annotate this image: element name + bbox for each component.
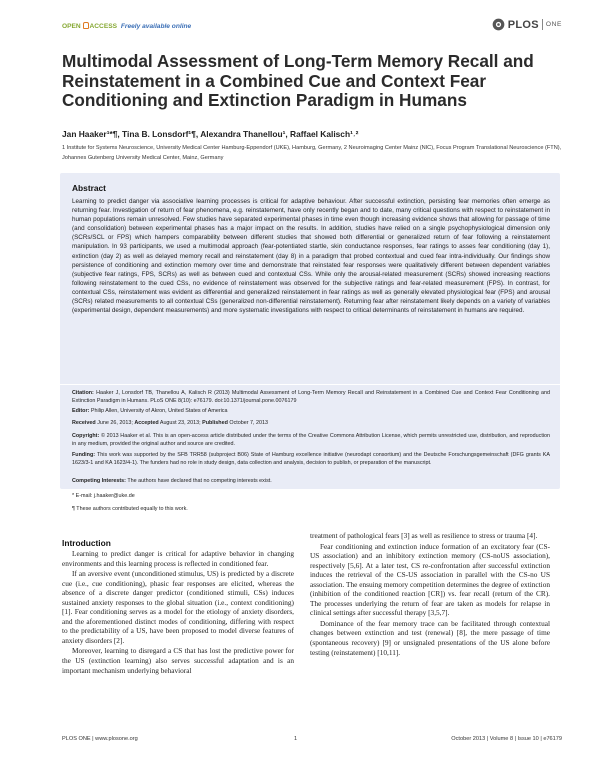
accepted-label: Accepted [134,420,159,426]
email-line: * E-mail: j.haaker@uke.de [72,493,135,499]
editor-text: Philip Allen, University of Akron, United States of America [90,408,228,414]
intro-paragraph: Moreover, learning to disregard a CS that has lost the predictive power for the US (extinction learning) also serves successful adaptation and is an important mechanism underlying behavioral [62,646,294,675]
plos-logo [492,18,562,31]
funding-label: Funding: [72,452,96,458]
funding [72,451,550,467]
page-footer [62,736,562,748]
accepted-date: August 23, 2013; [159,420,201,426]
open-access-badge [62,22,191,30]
footer-issue-info: October 2013 | Volume 8 | Issue 10 | e76179 [451,736,562,742]
intro-left-column [62,549,294,676]
intro-paragraph: If an aversive event (unconditioned stimulus, US) is predicted by a discrete cue (i.e., cue conditioning), phasic fear responses are elicited, whereas the absence of a discrete danger predictor (conditioned stimuli, CSs) induces sustained anxiety responses to the global situation (i.e., context conditioning) [1]. Fear conditioning serves as a model for the etiology of anxiety disorders, and the aforementioned distinct modes of conditioning, differing with respect to the predictability of a US, have been proposed to model diverse features of anxiety disorders [2]. [62,569,294,645]
journal-name: ONE [545,21,562,28]
editor-label: Editor: [72,408,90,414]
logo-divider [542,19,543,30]
copyright [72,432,550,448]
competing-interests [72,477,550,485]
funding-text: This work was supported by the SFB TRR58 (subproject B06) State of Hamburg excellence initiative (neurodapt consortium) and the Deutsche Forschungsgemeinschaft (DFG grants KA 1623/3-1 and KA 1623/4-1). The funders had no role in study design, data collection and analysis, decision to publish, or preparation of the manuscript. [72,452,550,467]
intro-paragraph: Learning to predict danger is critical for adaptive behavior in changing environments and this learning process is reflected in conditioned fear. [62,549,294,568]
page-number: 1 [294,736,298,742]
published-label: Published [202,420,228,426]
received-date: June 26, 2013; [97,420,133,426]
freely-available-label: Freely available online [120,23,192,30]
abstract-heading: Abstract [72,183,106,193]
equal-contribution-note: ¶ These authors contributed equally to this work. [72,506,188,512]
intro-right-column [310,531,550,658]
introduction-heading: Introduction [62,538,111,548]
intro-paragraph: treatment of pathological fears [3] as well as resilience to stress or trauma [4]. [310,531,538,540]
citation-text: Haaker J, Lonsdorf TB, Thanellou A, Kalisch R (2013) Multimodal Assessment of Long-Term Memory Recall and Reinstatement in a Combined Cue and Context Fear Conditioning and Extinction Paradigm in Humans. PLoS ONE 8(10): e76179. doi:10.1371/journal.pone.0076179 [72,390,550,405]
article-title: Multimodal Assessment of Long-Term Memory Recall and Reinstatement in a Combined Cue and Context Fear Conditioning and Extinction Paradigm in Humans [62,51,534,111]
received-label: Received [72,420,96,426]
plos-brand: PLOS [507,18,539,31]
abstract-text: Learning to predict danger via associative learning processes is critical for adaptive behaviour. After successful extinction, persisting fear memories often emerge as returning fear. Investigation of return of fear phenomena, e.g. reinstatement, have only recently began and to date, many critical questions with respect to reinstatement in human populations remain unresolved. Few studies have separated experimental phases in time even though increasing evidence shows that allowing for passage of time (and consolidation) between experimental phases has a major impact on the results. In addition, studies have relied on a single psychophysiological dimension only (SCRs/SCL or FPS) which hampers comparability between different studies that showed both differential or generalized return of fear following a reinstatement manipulation. In 93 participants, we used a multimodal approach (fear-potentiated startle, skin conductance responses, fear ratings to asses fear conditioning (day 1), extinction (day 2) as well as delayed memory recall and reinstatement (day 8) in a paradigm that probed contextual and cued fear intra-individually. Our findings show persistence of conditioning and extinction memory over time and demonstrate that reinstated fear responses were qualitatively different between dependent variables (subjective fear ratings, FPS, SCRs) as well as between cued and contextual CSs. While only the arousal-related measurement (SCRs) showed increasing reactions following reinstatement to the cued CSs, no evidence of reinstatement was observed for the subjective ratings and fear-related measurement (FPS). In contrast, for contextual CSs, reinstatement was evident as differential and generalized reinstatement in fear ratings as well as generally elevated physiological fear (FPS) and arousal (SCRs) related measurements to all contextual CSs (generalized non-differential reinstatement). Returning fear after reinstatement likely depends on a variety of variables (experimental design, dependent measurements) and more systematic investigations with respect to critical determinants of reinstatement in humans are required. [72,198,550,315]
plos-logo-icon [492,18,505,31]
author-list: Jan Haaker¹*¶, Tina B. Lonsdorf¹¶, Alexandra Thanellou¹, Raffael Kalisch¹˒² [62,129,359,139]
citation [72,389,550,405]
intro-paragraph: Fear conditioning and extinction induce formation of an excitatory fear (CS-US association) and an inhibitory extinction memory (CS-noUS association), respectively [5,6]. At a later test, CS re-confrontation after successful extinction induces the retrieval of the CS-US association in parallel with the CS-no US association. The ensuing memory competition determines the degree of extinction (inhibition of the conditioned reaction [CR]) vs. fear recall (return of the CR). The processes underlying the return of fear are taken as models for relapse in clinical settings after successful therapy [3,5,7]. [310,541,550,618]
competing-text: The authors have declared that no competing interests exist. [127,478,272,484]
affiliations: 1 Institute for Systems Neuroscience, University Medical Center Hamburg-Eppendorf (UKE), Hamburg, Germany, 2 Neuroimaging Center Mainz (NIC), Focus Program Translational Neuroscience (FTN), Johannes Gutenberg University Medical Center, Mainz, Germany [62,145,562,161]
copyright-label: Copyright: [72,433,100,439]
open-lock-icon [83,22,89,29]
published-date: October 7, 2013 [229,420,269,426]
citation-label: Citation: [72,390,94,396]
journal-header [62,18,562,38]
editor-line [72,407,550,415]
access-label: ACCESS [89,23,118,30]
abstract-divider [60,384,560,385]
copyright-text: © 2013 Haaker et al. This is an open-access article distributed under the terms of the Creative Commons Attribution License, which permits unrestricted use, distribution, and reproduction in any medium, provided the original author and source are credited. [72,433,551,448]
competing-label: Competing Interests: [72,478,126,484]
intro-paragraph: Dominance of the fear memory trace can be facilitated through contextual changes between extinction and test (renewal) [8], the mere passage of time (spontaneous recovery) [9] or unsignaled presentations of the US alone before testing (reinstatement) [10,11]. [310,618,550,657]
dates-line [72,419,550,427]
footer-journal-url: PLOS ONE | www.plosone.org [62,736,138,742]
open-access-label: OPEN [62,23,81,30]
